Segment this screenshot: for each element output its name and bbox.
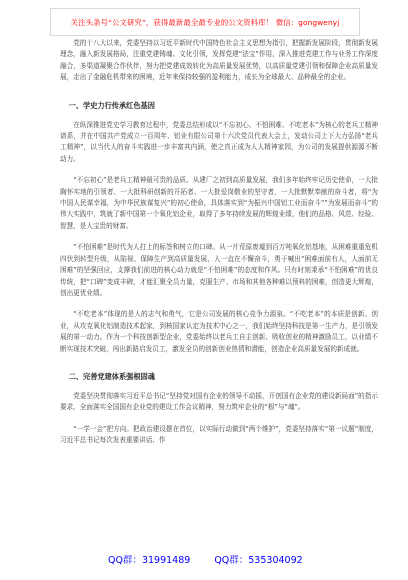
paragraph-party-leadership: 党委坚决贯彻落实习近平总书记“坚持党对国有企业的领导不动摇，开创国有企业党的建设新局面”的指示要求，全面落实全国国有企业党的建设工作会议精神，努力筑牢企业的“根”与“魂”。 <box>60 391 378 412</box>
section-heading-1: 一、学史力行传承红色基因 <box>68 100 155 110</box>
document-body <box>60 34 378 447</box>
footer-qq-group-2: QQ群：535304092 <box>214 555 303 566</box>
header-banner <box>50 8 360 36</box>
banner-text: 关注头条号“公文研究”，获得最新最全最专业的公文资料库！ 微信：gongwenyj <box>70 17 340 27</box>
footer-qq-group-1: QQ群：31991489 <box>108 555 191 566</box>
paragraph-no-fear: “不怕困难”是时代为人打上的标签和树立的口碑。从一片荒原废墟到百万吨氧化铝基地，从困难重重危机四伏到转型升级，从陷视、保障生产到高质量发展，人一直在不懈奋斗，勇于喊出“困难面前有人，人面前无困难”的坚强回应，支撑我们前进的核心动力就是“不怕困难”的态度和作风。只有时刻秉承“不怕困难”的优良传统，把“口碑”变成丰碑，才能汇聚全员力量，克服生产、市场和其他各种难以预料的困难，创造更大辉煌，创出更优业绩。 <box>60 243 378 297</box>
section-heading-2: 二、完善党建体系强根固魂 <box>68 371 155 381</box>
paragraph-direction: “一学一会”把方向。把政治建设摆在首位，以实际行动做到“两个维护”，党委坚持落实“第一议题”制度，习近平总书记每次发表重要讲话、作 <box>60 424 378 445</box>
paragraph-intro: 党的十八大以来，党委坚持以习近平新时代中国特色社会主义思想为指引，把握新发展阶段，贯彻新发展理念，融入新发展格局，注重党建铸魂、文化引领，发挥党建“法宝”作用，深入推进党建工作与业务工作深度融合，多渠道凝聚合作伙伴，努力把党建成效转化为高质量发展优势，以高质量党建引领和保障企业高质量发展，走出了金融危机带来的困境，近年来保持较强的盈利能力，成长为全球最大、品种最全的企业。 <box>60 39 378 82</box>
paragraph-innovation: “不吃老本”体现的是人的志气和勇气，它是公司发展的核心竞争力源泉。“不吃老本”的本质是创新、创业，从攻克氧化铝制造技术起家，到核国家认定为技术中心之一，我们始终坚持科技是第一生产力，是引领发展的第一动力。作为一个科技创新型企业，党委始终以老兵工自主创新、吸收创业的精神激励员工，以业绩不断实现技术突破，闯出新路启发员工，激发全员的创新创业热情和潜能，创造企业高质量发展的新成就。 <box>60 310 378 353</box>
paragraph-original-aspiration: “不忘初心”是老兵工精神最可贵的品质。从建厂之初到高质量发展，我们多年始终牢记历史使命，一大批胸怀实地的引领者、一大批科研创新的开拓者、一大批爱岗敬业的坚守者，一大批默默奉献的奋斗者，将“为中国人民谋幸福，为中华民族谋复兴”的初心使命，具体落实到“为振兴中国铝工业而奋斗”“为发展而奋斗”的伟大实践中，筑就了新中国第一个氧化铝企业，取得了多年持续发展的辉煌业绩，他们的品格、风范、经验、智慧，是人宝贵的财富。 <box>60 176 378 230</box>
footer-contacts <box>108 552 368 566</box>
paragraph-spirit: 在纵深推进党史学习教育过程中，党委总结形成以“不忘初心、不怕困难、不吃老本”为核心的老兵工精神谱系，并在中国共产党成立一百周年、铝业有限公司第十六次党员代表大会上，发动公司上下大力弘扬“老兵工精神”，以当代人的奋斗实践进一步丰富其内涵，使之真正成为人人精神家园，为公司的发展提供源源不断动力。 <box>60 120 378 163</box>
